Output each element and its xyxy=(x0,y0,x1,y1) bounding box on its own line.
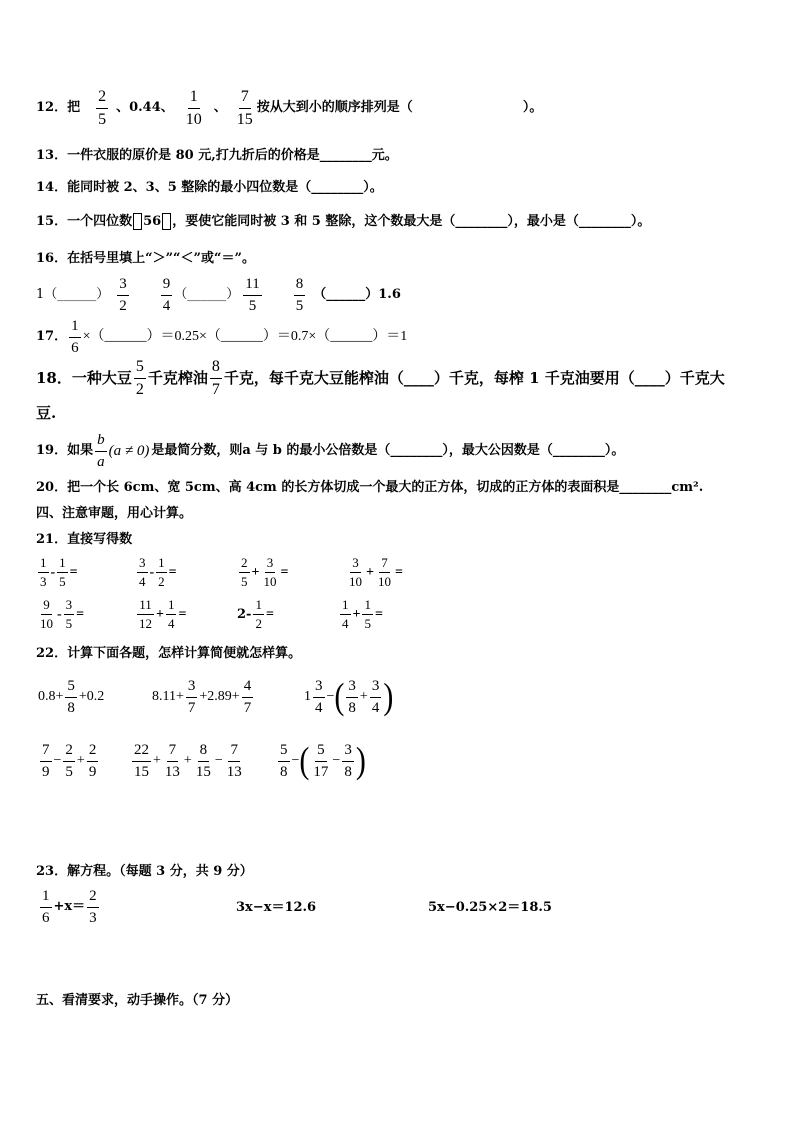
q21-r1-c3: $\frac{2}{5}$ + $\frac{3}{10}$ = xyxy=(241,555,289,590)
q21-r1-c2: $\frac{3}{4}$ - $\frac{1}{2}$ = xyxy=(139,555,177,590)
q15-pre: 15．一个四位数 xyxy=(36,214,133,229)
q21-r2-c1: $\frac{9}{10}$ - $\frac{3}{5}$ = xyxy=(40,597,85,632)
question-12 xyxy=(36,88,542,128)
digit-box-right xyxy=(162,213,171,230)
question-16: 16．在括号里填上“＞”“＜”或“＝”。 xyxy=(36,251,255,266)
q12-fraction-3: $\frac{7}{15}$ xyxy=(236,88,253,128)
question-14: 14．能同时被 2、3、5 整除的最小四位数是（________）。 xyxy=(36,180,383,195)
q13-tail: 元。 xyxy=(371,148,398,163)
q12-sep2: 、 xyxy=(213,100,227,116)
q12-fraction-1: $\frac{2}{5}$ xyxy=(98,88,107,128)
q23-equation-3: 5x−0.25×2＝18.5 xyxy=(428,900,552,915)
q13-text: 13．一件衣服的原价是 80 元,打九折后的价格是 xyxy=(36,148,320,163)
q17-fraction: $\frac{1}{6}$ xyxy=(71,318,79,356)
q21-r2-c3: 2- $\frac{1}{2}$ = xyxy=(237,597,274,632)
q19-pre: 19．如果 xyxy=(36,443,94,458)
q22-expr-1: 0.8+ $\frac{5}{8}$ +0.2 xyxy=(38,678,105,716)
q18-fraction-1: $\frac{5}{2}$ xyxy=(135,358,144,398)
q23-equation-1: $\frac{1}{6}$ +x＝ $\frac{2}{3}$ xyxy=(42,888,97,926)
q17-text: ×（______）＝0.25×（______）＝0.7×（______）＝1 xyxy=(82,329,408,344)
q21-r2-c4: $\frac{1}{4}$ + $\frac{1}{5}$ = xyxy=(342,597,383,632)
digit-box-left xyxy=(133,213,142,230)
q22-expr-3: 1 $\frac{3}{4}$ − ( $\frac{3}{8}$ + $\frac{3}{4}$ ) xyxy=(304,675,394,717)
q12-close: ）。 xyxy=(522,100,543,116)
q16-item1-left: 1（______） xyxy=(36,287,110,302)
section-5-heading: 五、看清要求，动手操作。（7 分） xyxy=(36,993,239,1008)
q19-text: 是最简分数，则a 与 b 的最小公倍数是（________），最大公因数是（________）。 xyxy=(151,443,625,458)
q16-item3-tail: （______）1.6 xyxy=(313,287,401,302)
q21-r1-c4: $\frac{3}{10}$ + $\frac{7}{10}$ = xyxy=(349,555,403,590)
q18-mid2: 千克，每千克大豆能榨油（____）千克，每榨 1 千克油要用（____）千克大 xyxy=(223,369,725,388)
q22-expr-5: $\frac{22}{15}$ + $\frac{7}{13}$ + $\frac{8}{15}$ − $\frac{7}{13}$ xyxy=(134,742,242,780)
q16-item3-fraction: $\frac{8}{5}$ xyxy=(295,276,304,314)
q19-fraction: $\frac{b}{a}$ xyxy=(97,432,105,470)
q22-expr-2: 8.11+ $\frac{3}{7}$ +2.89+ $\frac{4}{7}$ xyxy=(152,678,252,716)
question-19 xyxy=(36,432,624,470)
question-13 xyxy=(36,148,398,164)
q17-number: 17． xyxy=(36,329,68,344)
q16-item1-fraction: $\frac{3}{2}$ xyxy=(119,276,127,314)
q12-text: 按从大到小的顺序排列是（ xyxy=(256,100,413,116)
section-4-heading: 四、注意审题，用心计算。 xyxy=(36,506,193,521)
q18-pre: 18．一种大豆 xyxy=(36,369,132,388)
q15-text: ，要使它能同时被 3 和 5 整除，这个数最大是（________），最小是（________）。 xyxy=(172,214,651,229)
question-22-title: 22．计算下面各题，怎样计算简便就怎样算。 xyxy=(36,646,302,661)
q16-item2-fraction-2: $\frac{11}{5}$ xyxy=(245,276,260,314)
question-18 xyxy=(36,358,725,398)
q21-r2-c2: $\frac{11}{12}$ + $\frac{1}{4}$ = xyxy=(139,597,187,632)
q13-blank: ________ xyxy=(319,148,372,163)
q22-expr-4: $\frac{7}{9}$ − $\frac{2}{5}$ + $\frac{2}{9}$ xyxy=(42,742,97,780)
question-23-title: 23．解方程。（每题 3 分，共 9 分） xyxy=(36,864,253,879)
q12-number: 12． xyxy=(36,100,68,116)
q19-condition: (a ≠ 0) xyxy=(108,443,150,459)
q16-item2-fraction: $\frac{9}{4}$ xyxy=(162,276,171,314)
question-21-title: 21．直接写得数 xyxy=(36,532,133,547)
q12-sep1: 、0.44、 xyxy=(116,100,174,116)
q16-item2-mid: （______） xyxy=(174,287,240,302)
q18-fraction-2: $\frac{8}{7}$ xyxy=(211,358,220,398)
question-17 xyxy=(36,318,407,356)
q15-mid: 56 xyxy=(143,214,162,229)
q18-mid1: 千克榨油 xyxy=(147,369,208,388)
q16-items xyxy=(36,276,401,314)
q12-fraction-2: $\frac{1}{10}$ xyxy=(185,88,202,128)
q18-line2: 豆. xyxy=(36,404,57,422)
q22-expr-6: $\frac{5}{8}$ − ( $\frac{5}{17}$ − $\frac{3}{8}$ ) xyxy=(280,739,366,781)
q12-pre: 把 xyxy=(67,100,81,116)
question-20: 20．把一个长 6cm、宽 5cm、高 4cm 的长方体切成一个最大的正方体，切成的正方体的表面积是________cm². xyxy=(36,480,704,495)
question-15 xyxy=(36,213,650,230)
q23-equation-2: 3x−x＝12.6 xyxy=(236,900,317,915)
q21-r1-c1: $\frac{1}{3}$ - $\frac{1}{5}$ = xyxy=(40,555,78,590)
